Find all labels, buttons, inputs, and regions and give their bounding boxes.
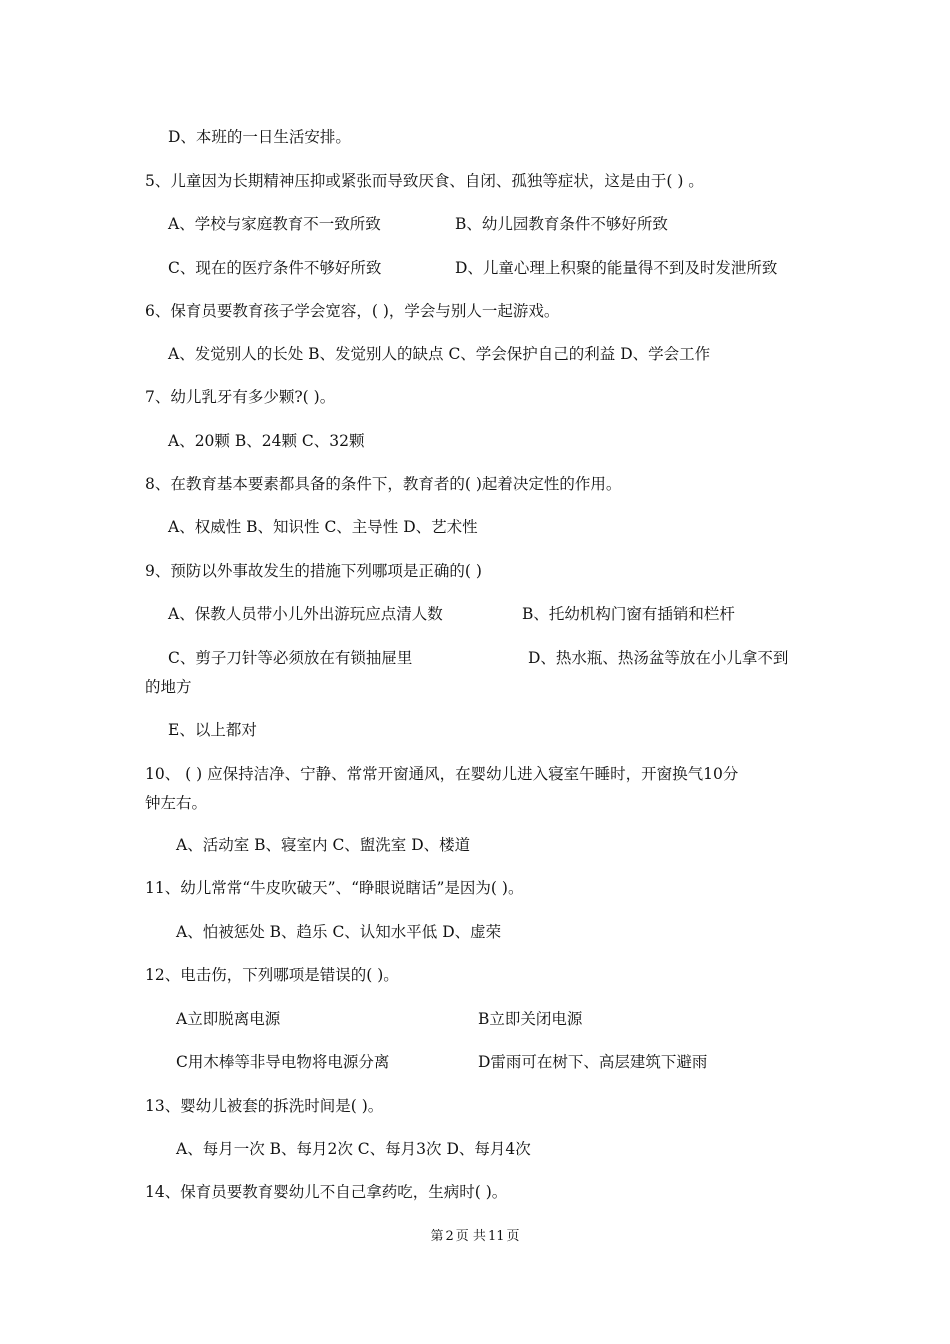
question-8: 8、在教育基本要素都具备的条件下，教育者的( )起着决定性的作用。 — [145, 475, 622, 493]
question-13: 13、婴幼儿被套的拆洗时间是( )。 — [145, 1097, 384, 1115]
q5-option-a: A、学校与家庭教育不一致所致 — [168, 215, 381, 233]
q6-options: A、发觉别人的长处 B、发觉别人的缺点 C、学会保护自己的利益 D、学会工作 — [168, 345, 711, 363]
footer-total-pages: 11 — [487, 1229, 505, 1244]
page-footer — [0, 1228, 950, 1246]
question-12: 12、电击伤，下列哪项是错误的( )。 — [145, 966, 399, 984]
q9-option-a: A、保教人员带小儿外出游玩应点清人数 — [168, 605, 443, 623]
question-10: 10、 ( ) 应保持洁净、宁静、常常开窗通风，在婴幼儿进入寝室午睡时，开窗换气10分 — [145, 765, 739, 783]
q11-options: A、怕被惩处 B、趋乐 C、认知水平低 D、虚荣 — [176, 923, 502, 941]
question-7: 7、幼儿乳牙有多少颗?( )。 — [145, 388, 336, 406]
footer-page-number: 2 — [445, 1229, 454, 1244]
q12-option-a: A立即脱离电源 — [176, 1010, 281, 1028]
footer-prefix: 第 — [430, 1229, 444, 1244]
q9-option-d: D、热水瓶、热汤盆等放在小儿拿不到 — [528, 649, 789, 667]
q9-option-b: B、托幼机构门窗有插销和栏杆 — [522, 605, 735, 623]
question-11: 11、幼儿常常“牛皮吹破天”、“睁眼说瞎话”是因为( )。 — [145, 879, 524, 897]
q9-option-d-continued: 的地方 — [145, 678, 192, 696]
question-9: 9、预防以外事故发生的措施下列哪项是正确的( ) — [145, 562, 482, 580]
footer-suffix: 页 — [506, 1229, 520, 1244]
q5-option-d: D、儿童心理上积聚的能量得不到及时发泄所致 — [455, 259, 778, 277]
q7-options: A、20颗 B、24颗 C、32颗 — [168, 432, 365, 450]
q10-options: A、活动室 B、寝室内 C、盥洗室 D、楼道 — [176, 836, 471, 854]
q13-options: A、每月一次 B、每月2次 C、每月3次 D、每月4次 — [176, 1140, 531, 1158]
q5-option-c: C、现在的医疗条件不够好所致 — [168, 259, 382, 277]
q4-option-d: D、本班的一日生活安排。 — [168, 128, 351, 146]
q9-option-e: E、以上都对 — [168, 721, 257, 739]
q9-option-c: C、剪子刀针等必须放在有锁抽屉里 — [168, 649, 413, 667]
q12-option-b: B立即关闭电源 — [478, 1010, 583, 1028]
question-14: 14、保育员要教育婴幼儿不自己拿药吃，生病时( )。 — [145, 1183, 508, 1201]
q5-option-b: B、幼儿园教育条件不够好所致 — [455, 215, 668, 233]
question-10-continued: 钟左右。 — [145, 794, 208, 812]
q12-option-c: C用木棒等非导电物将电源分离 — [176, 1053, 390, 1071]
q12-option-d: D雷雨可在树下、高层建筑下避雨 — [478, 1053, 708, 1071]
question-5: 5、儿童因为长期精神压抑或紧张而导致厌食、自闭、孤独等症状，这是由于( ) 。 — [145, 172, 704, 190]
footer-mid: 页 共 — [455, 1229, 486, 1244]
question-6: 6、保育员要教育孩子学会宽容，( )，学会与别人一起游戏。 — [145, 302, 560, 320]
q8-options: A、权威性 B、知识性 C、主导性 D、艺术性 — [168, 518, 478, 536]
